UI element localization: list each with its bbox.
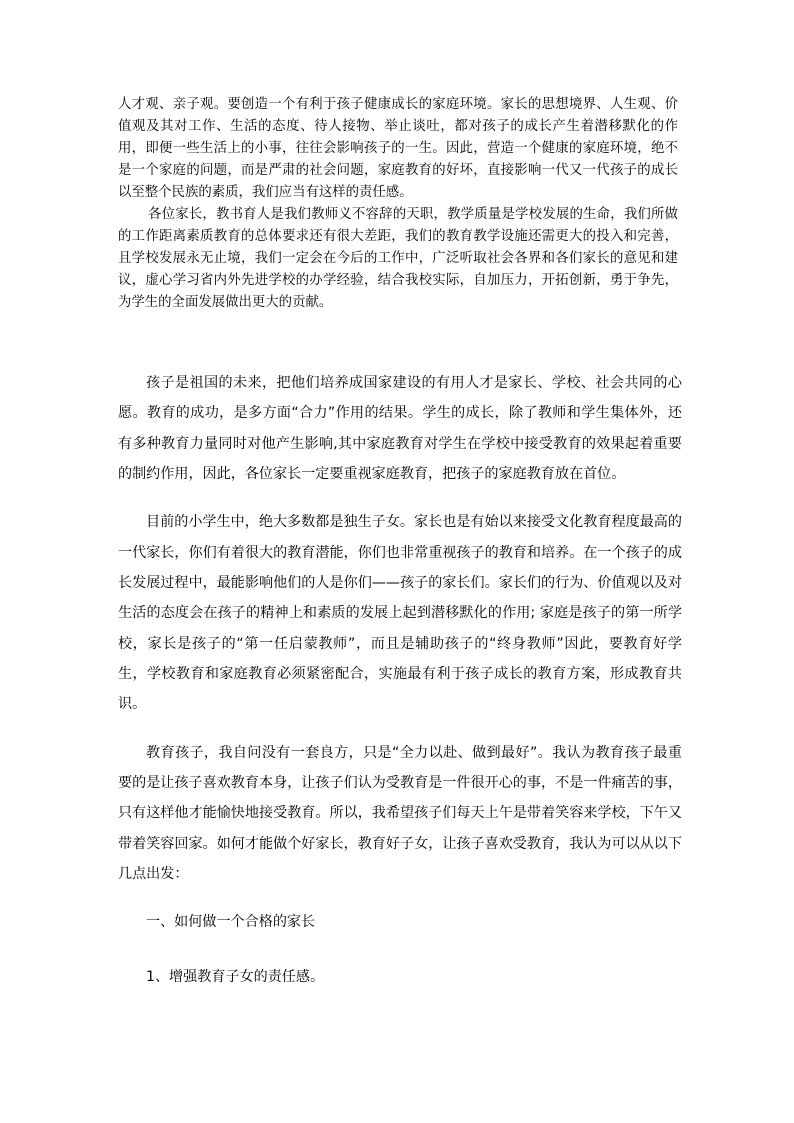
paragraph: 孩子是祖国的未来，把他们培养成国家建设的有用人才是家长、学校、社会共同的心愿。教育的成功，是多方面“合力”作用的结果。学生的成长，除了教师和学生集体外，还有多种教育力量同时对他产生影响,其中家庭教育对学生在学校中接受教育的效果起着重要的制约作用，因此，各位家长一定要重视家庭教育，把孩子的家庭教育放在首位。 [118, 375, 682, 482]
paragraph: 各位家长，教书育人是我们教师义不容辞的天职，教学质量是学校发展的生命，我们所做的工作距离素质教育的总体要求还有很大差距，我们的教育教学设施还需更大的投入和完善，且学校发展永无止境，我们一定会在今后的工作中，广泛听取社会各界和各们家长的意见和建议，虚心学习省内外先进学校的办学经验，结合我校实际，自加压力，开拓创新，勇于争先，为学生的全面发展做出更大的贡献。 [118, 207, 678, 310]
text-section-lower [118, 368, 682, 1016]
paragraph: 教育孩子，我自问没有一套良方，只是“全力以赴、做到最好”。我认为教育孩子最重要的是让孩子喜欢教育本身，让孩子们认为受教育是一件很开心的事，不是一件痛苦的事，只有这样他才能愉快地接受教育。所以，我希望孩子们每天上午是带着笑容来学校，下午又带着笑容回家。如何才能做个好家长，教育好子女，让孩子喜欢受教育，我认为可以从以下几点出发： [118, 744, 682, 882]
text-section-upper [118, 94, 678, 314]
paragraph: 目前的小学生中，绝大多数都是独生子女。家长也是有始以来接受文化教育程度最高的一代家长，你们有着很大的教育潜能，你们也非常重视孩子的教育和培养。在一个孩子的成长发展过程中，最能影响他们的人是你们——孩子的家长们。家长们的行为、价值观以及对生活的态度会在孩子的精神上和素质的发展上起到潜移默化的作用; 家庭是孩子的第一所学校，家长是孩子的“第一任启蒙教师”，而且是辅助孩子的“终身教师”因此，要教育好学生，学校教育和家庭教育必须紧密配合，实施最有利于孩子成长的教育方案，形成教育共识。 [118, 514, 682, 713]
subsection-heading: 1、增强教育子女的责任感。 [146, 968, 325, 985]
paragraph: 人才观、亲子观。要创造一个有利于孩子健康成长的家庭环境。家长的思想境界、人生观、价值观及其对工作、生活的态度、待人接物、举止谈吐，都对孩子的成长产生着潜移默化的作用，即便一些生活上的小事，往往会影响孩子的一生。因此，营造一个健康的家庭环境，绝不是一个家庭的问题，而是严肃的社会问题，家庭教育的好坏，直接影响一代又一代孩子的成长以至整个民族的素质，我们应当有这样的责任感。 [118, 97, 678, 200]
section-heading: 一、如何做一个合格的家长 [146, 914, 316, 931]
